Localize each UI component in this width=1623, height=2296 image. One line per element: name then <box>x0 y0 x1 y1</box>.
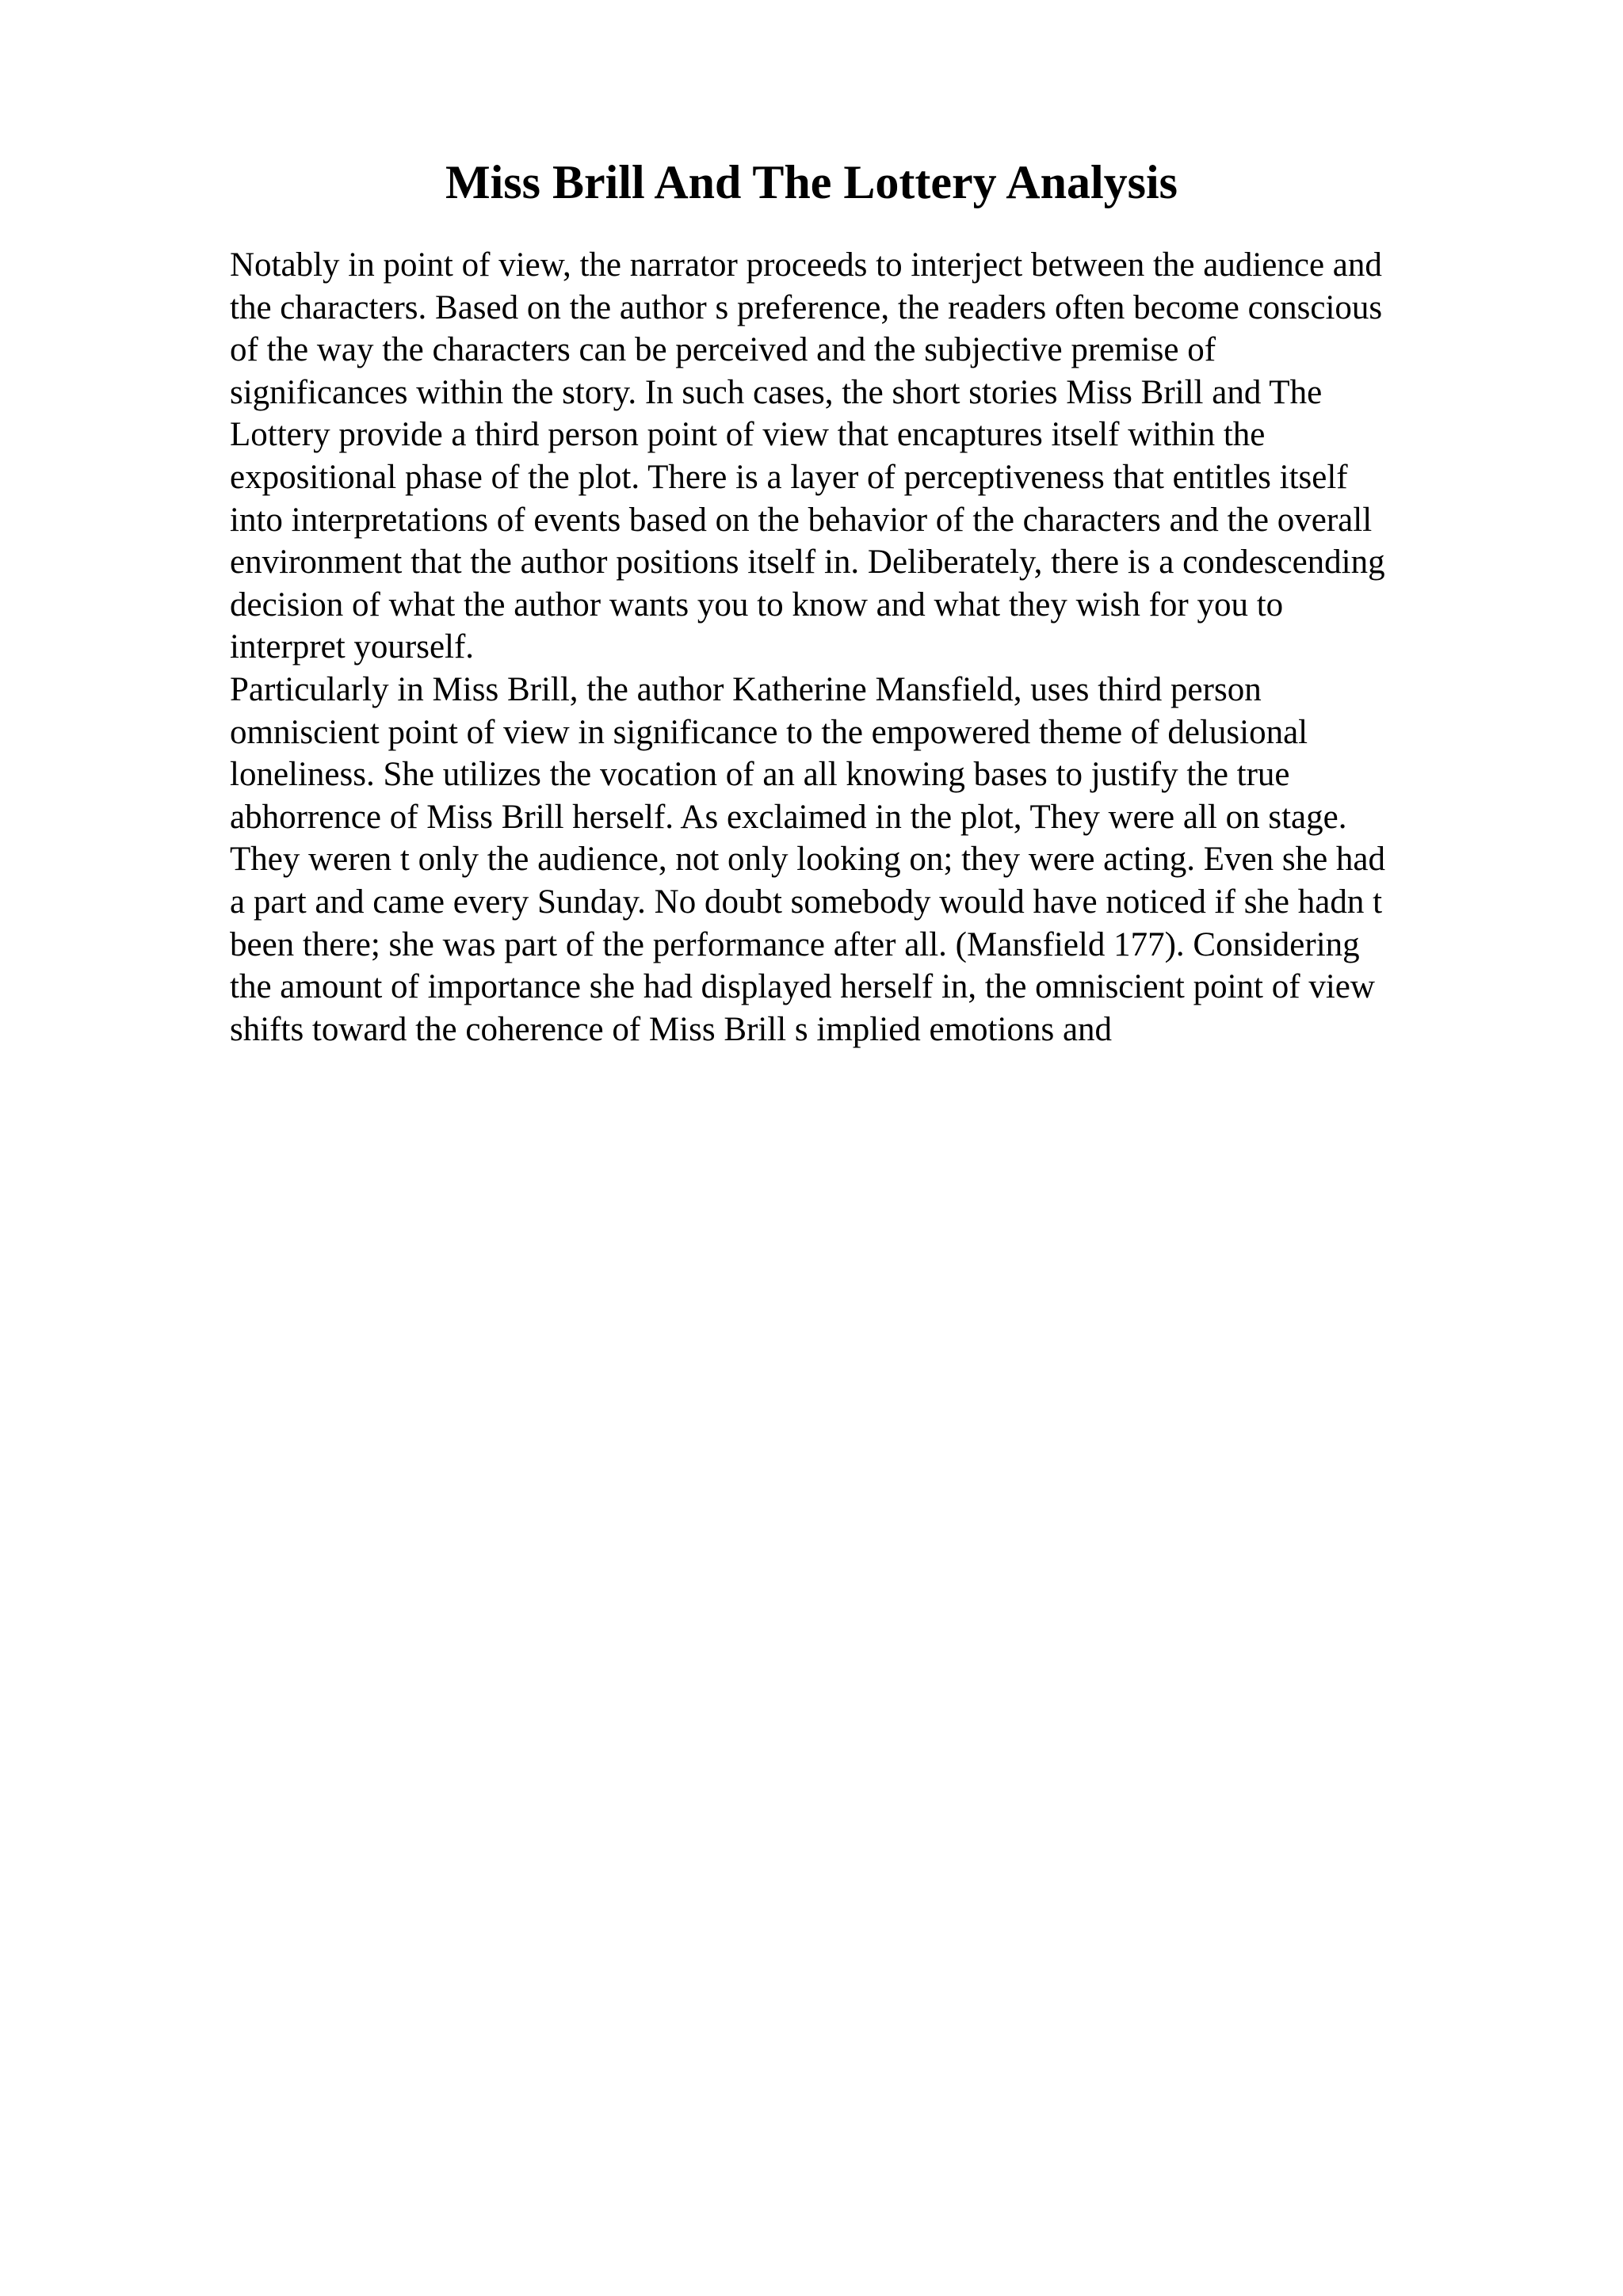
body-line: They weren t only the audience, not only looking on; they were acting. Even she had <box>230 841 1385 879</box>
body-line: loneliness. She utilizes the vocation of an all knowing bases to justify the true <box>230 756 1290 794</box>
body-line: a part and came every Sunday. No doubt somebody would have noticed if she hadn t <box>230 883 1383 921</box>
body-line: the amount of importance she had displayed herself in, the omniscient point of view <box>230 968 1375 1006</box>
body-line: been there; she was part of the performance after all. (Mansfield 177). Considering <box>230 925 1360 963</box>
body-line: the characters. Based on the author s preference, the readers often become conscious <box>230 288 1383 326</box>
body-line: decision of what the author wants you to know and what they wish for you to <box>230 585 1284 624</box>
body-line: of the way the characters can be perceived and the subjective premise of <box>230 331 1216 369</box>
body-line: expositional phase of the plot. There is a layer of perceptiveness that entitles itself <box>230 458 1348 496</box>
body-line: Notably in point of view, the narrator proceeds to interject between the audience and <box>230 246 1382 284</box>
body-line: interpret yourself. <box>230 628 475 666</box>
body-line: shifts toward the coherence of Miss Brill s implied emotions and <box>230 1010 1113 1048</box>
document-body <box>230 244 1498 1051</box>
body-line: significances within the story. In such cases, the short stories Miss Brill and The <box>230 373 1323 411</box>
body-line: Particularly in Miss Brill, the author Katherine Mansfield, uses third person <box>230 670 1262 708</box>
document-title: Miss Brill And The Lottery Analysis <box>445 156 1178 208</box>
body-line: abhorrence of Miss Brill herself. As exclaimed in the plot, They were all on stage. <box>230 798 1347 836</box>
body-line: environment that the author positions itself in. Deliberately, there is a condescending <box>230 543 1385 582</box>
body-line: into interpretations of events based on the behavior of the characters and the overall <box>230 501 1373 539</box>
body-line: Lottery provide a third person point of view that encaptures itself within the <box>230 416 1266 454</box>
body-line: omniscient point of view in significance to the empowered theme of delusional <box>230 713 1308 751</box>
